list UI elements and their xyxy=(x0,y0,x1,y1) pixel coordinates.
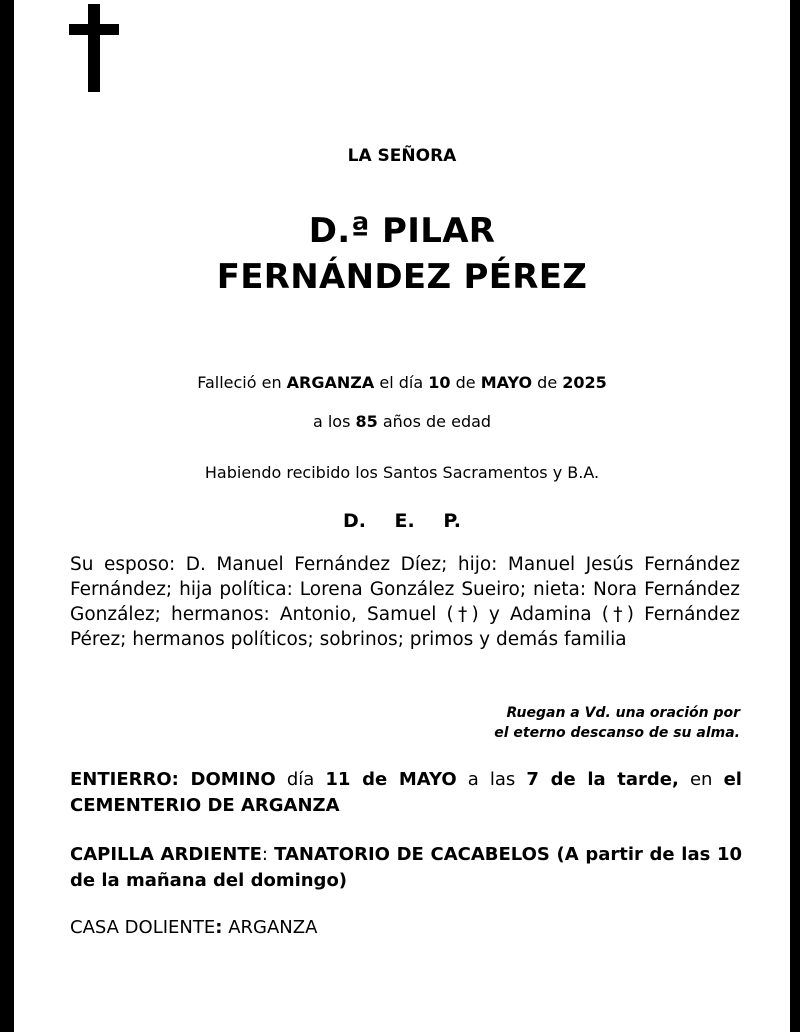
cross-icon xyxy=(69,4,119,92)
house-info xyxy=(70,915,742,941)
prayer-request xyxy=(314,703,740,743)
age-suffix: años de edad xyxy=(382,412,492,431)
age-prefix: a los xyxy=(312,412,351,431)
burial-label: ENTIERRO: DOMINO xyxy=(70,769,276,790)
death-day: 10 xyxy=(428,373,451,392)
prayer-line-1: Ruegan a Vd. una oración por xyxy=(506,705,740,721)
burial-place: el CEMENTERIO DE ARGANZA xyxy=(70,769,742,816)
dep-line: D. E. P. xyxy=(342,510,462,532)
burial-text-1: día xyxy=(286,769,315,790)
deceased-name xyxy=(14,208,790,300)
death-line xyxy=(14,373,790,392)
obituary-card xyxy=(14,0,790,1032)
family-paragraph: Su esposo: D. Manuel Fernández Díez; hijo: Manuel Jesús Fernández Fernández; hija política: Lorena González Sueiro; nieta: Nora Fernández González; hermanos: Antonio, Samuel (†) y Adamina (†) Fernández Pérez; hermanos políticos; sobrinos; primos y demás familia xyxy=(70,554,740,650)
name-line-2: FERNÁNDEZ PÉREZ xyxy=(216,257,588,297)
burial-info xyxy=(70,767,742,819)
name-line-1: D.ª PILAR xyxy=(308,211,496,251)
heading: LA SEÑORA xyxy=(347,146,457,166)
house-value: ARGANZA xyxy=(228,917,318,938)
burial-time: 7 de la tarde, xyxy=(526,769,679,790)
chapel-separator: : xyxy=(261,844,268,865)
house-separator: : xyxy=(215,917,223,938)
death-month: MAYO xyxy=(480,373,533,392)
chapel-value: TANATORIO DE CACABELOS (A partir de las 10 de la mañana del domingo) xyxy=(70,844,743,891)
house-label: CASA DOLIENTE xyxy=(70,917,216,938)
death-mid: el día xyxy=(379,373,424,392)
death-year: 2025 xyxy=(562,373,607,392)
death-of-2: de xyxy=(537,373,558,392)
death-of-1: de xyxy=(455,373,476,392)
burial-date: 11 de MAYO xyxy=(325,769,457,790)
burial-text-3: en xyxy=(689,769,713,790)
age-line xyxy=(14,412,790,431)
sacraments-line: Habiendo recibido los Santos Sacramentos y B.A. xyxy=(204,463,600,482)
age-years: 85 xyxy=(355,412,378,431)
chapel-info xyxy=(70,842,742,894)
prayer-line-2: el eterno descanso de su alma. xyxy=(494,725,740,741)
burial-text-2: a las xyxy=(467,769,516,790)
death-prefix: Falleció en xyxy=(197,373,282,392)
chapel-label: CAPILLA ARDIENTE xyxy=(70,844,262,865)
death-place: ARGANZA xyxy=(286,373,375,392)
